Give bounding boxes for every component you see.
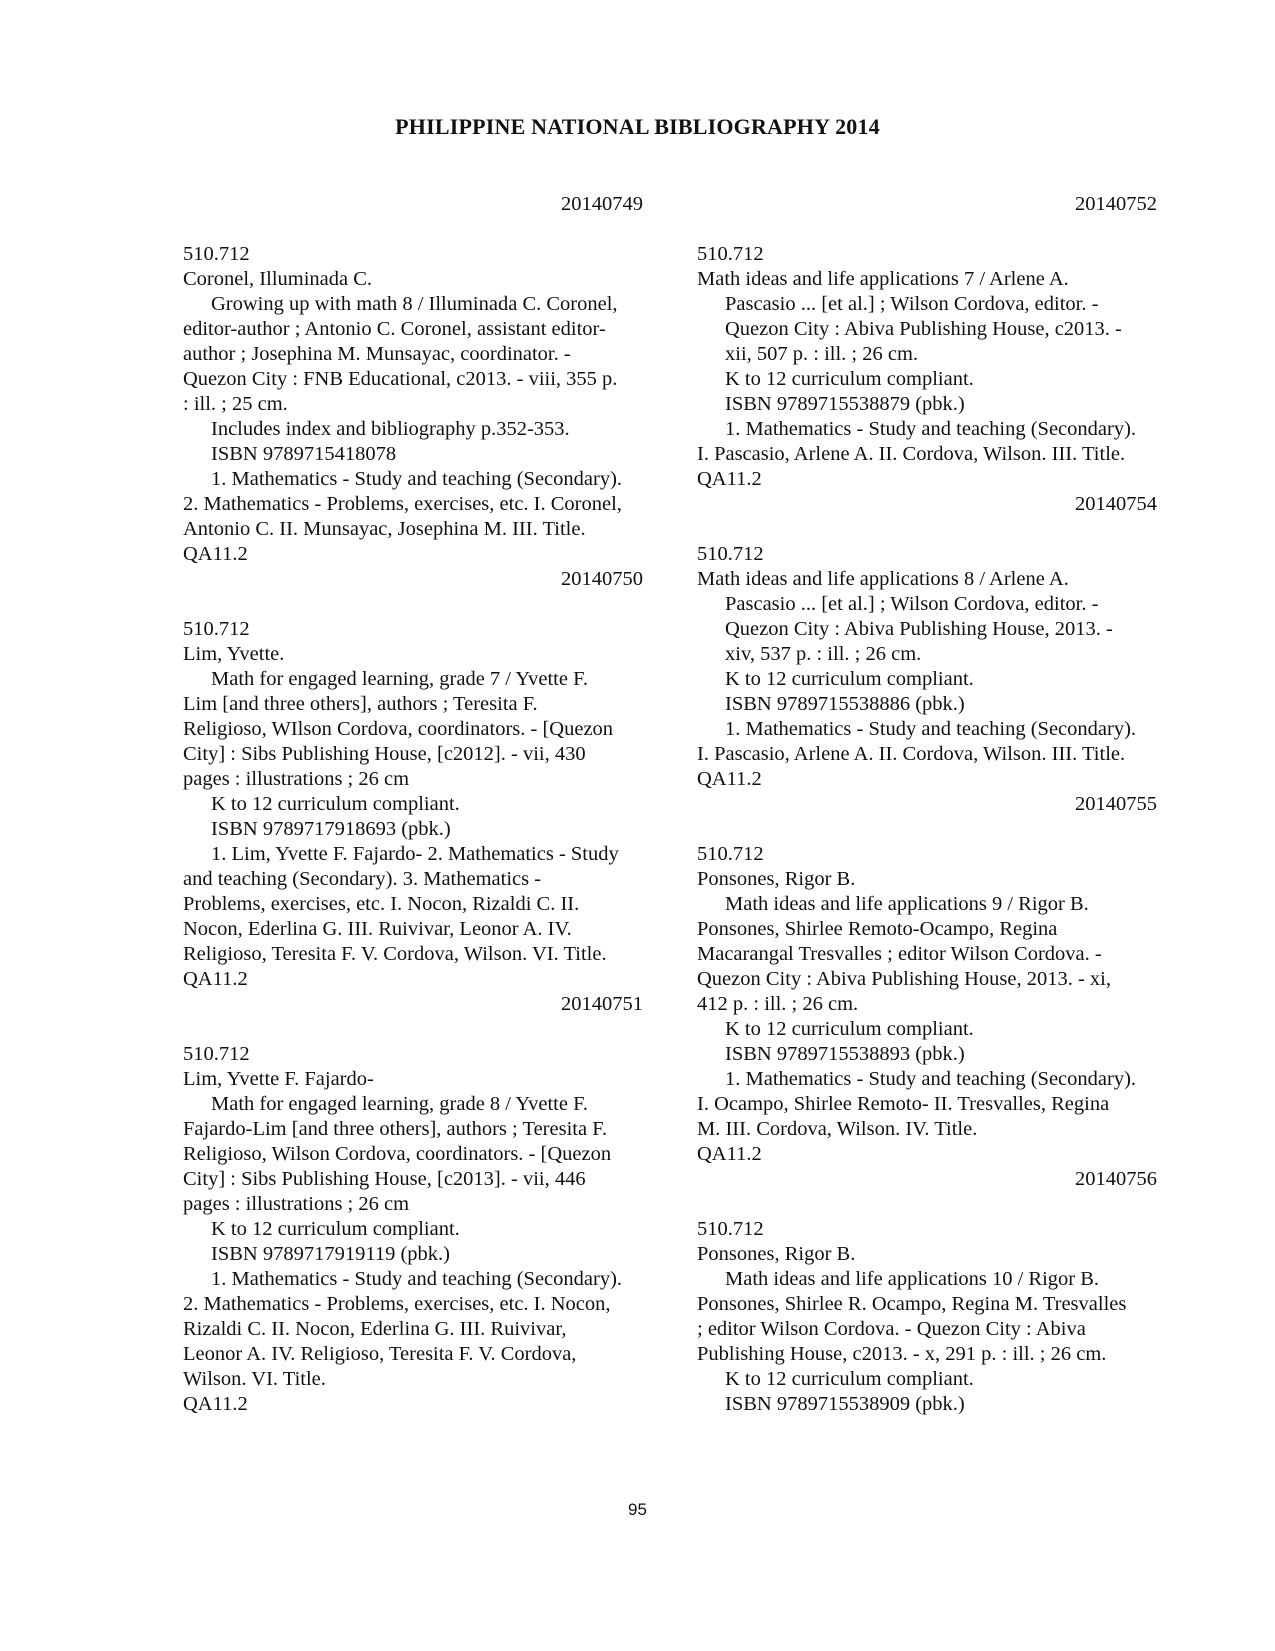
- entry-line: Nocon, Ederlina G. III. Ruivivar, Leonor A. IV.: [183, 918, 572, 940]
- entry-number: 20140752: [1075, 193, 1157, 215]
- entry-line: and teaching (Secondary). 3. Mathematics -: [183, 868, 542, 890]
- bibliography-entry: [183, 567, 653, 992]
- entry-line: K to 12 curriculum compliant.: [211, 793, 460, 815]
- entry-line: 2. Mathematics - Problems, exercises, etc. I. Coronel,: [183, 493, 622, 515]
- entry-line: QA11.2: [697, 468, 762, 490]
- call-number: 510.712: [697, 243, 764, 265]
- entry-line: Leonor A. IV. Religioso, Teresita F. V. Cordova,: [183, 1343, 577, 1365]
- entry-line: 1. Mathematics - Study and teaching (Secondary).: [725, 718, 1137, 740]
- entry-line: Math for engaged learning, grade 8 / Yvette F.: [211, 1093, 588, 1115]
- entry-line: K to 12 curriculum compliant.: [725, 368, 974, 390]
- entry-line: Lim [and three others], authors ; Teresita F.: [183, 693, 538, 715]
- bibliography-entry: [697, 492, 1167, 792]
- entry-line: ISBN 9789715538909 (pbk.): [725, 1393, 965, 1415]
- entry-line: ISBN 9789717918693 (pbk.): [211, 818, 451, 840]
- right-column: [697, 192, 1167, 1417]
- entry-line: Math ideas and life applications 9 / Rigor B.: [725, 893, 1089, 915]
- entry-line: Wilson. VI. Title.: [183, 1368, 326, 1390]
- entry-number: 20140755: [1075, 793, 1157, 815]
- entry-line: Math ideas and life applications 8 / Arlene A.: [697, 568, 1069, 590]
- entry-line: 2. Mathematics - Problems, exercises, etc. I. Nocon,: [183, 1293, 611, 1315]
- entry-line: Math for engaged learning, grade 7 / Yvette F.: [211, 668, 588, 690]
- entry-line: : ill. ; 25 cm.: [183, 393, 288, 415]
- entry-line: QA11.2: [183, 1393, 248, 1415]
- entry-number: 20140754: [1075, 493, 1157, 515]
- entry-line: City] : Sibs Publishing House, [c2012]. - vii, 430: [183, 743, 586, 765]
- entry-line: Quezon City : Abiva Publishing House, 2013. - xi,: [697, 968, 1111, 990]
- entry-number: 20140751: [561, 993, 643, 1015]
- entry-line: 1. Lim, Yvette F. Fajardo- 2. Mathematics - Study: [211, 843, 619, 865]
- entry-line: Macarangal Tresvalles ; editor Wilson Cordova. -: [697, 943, 1102, 965]
- entry-line: Lim, Yvette F. Fajardo-: [183, 1068, 374, 1090]
- entry-line: Quezon City : Abiva Publishing House, c2013. -: [725, 318, 1122, 340]
- entry-line: pages : illustrations ; 26 cm: [183, 768, 410, 790]
- entry-line: M. III. Cordova, Wilson. IV. Title.: [697, 1118, 978, 1140]
- entry-line: QA11.2: [183, 543, 248, 565]
- bibliography-entry: [697, 792, 1167, 1167]
- entry-line: Problems, exercises, etc. I. Nocon, Rizaldi C. II.: [183, 893, 580, 915]
- entry-line: xii, 507 p. : ill. ; 26 cm.: [725, 343, 919, 365]
- entry-line: Pascasio ... [et al.] ; Wilson Cordova, editor. -: [725, 593, 1099, 615]
- entry-line: Religioso, Wilson Cordova, coordinators. - [Quezon: [183, 1143, 612, 1165]
- entry-line: pages : illustrations ; 26 cm: [183, 1193, 410, 1215]
- entry-line: I. Pascasio, Arlene A. II. Cordova, Wilson. III. Title.: [697, 743, 1126, 765]
- entry-line: 1. Mathematics - Study and teaching (Secondary).: [725, 418, 1137, 440]
- entry-line: Rizaldi C. II. Nocon, Ederlina G. III. Ruivivar,: [183, 1318, 567, 1340]
- entry-line: Antonio C. II. Munsayac, Josephina M. III. Title.: [183, 518, 586, 540]
- entry-line: Math ideas and life applications 10 / Rigor B.: [725, 1268, 1100, 1290]
- entry-line: QA11.2: [697, 1143, 762, 1165]
- page-number: 95: [628, 1500, 647, 1519]
- call-number: 510.712: [183, 243, 250, 265]
- entry-number: 20140750: [561, 568, 643, 590]
- entry-line: ISBN 9789715538879 (pbk.): [725, 393, 965, 415]
- entry-line: Fajardo-Lim [and three others], authors ; Teresita F.: [183, 1118, 608, 1140]
- entry-line: 412 p. : ill. ; 26 cm.: [697, 993, 859, 1015]
- entry-line: ISBN 9789717919119 (pbk.): [211, 1243, 450, 1265]
- entry-line: Quezon City : FNB Educational, c2013. - viii, 355 p.: [183, 368, 618, 390]
- entry-line: Growing up with math 8 / Illuminada C. Coronel,: [211, 293, 618, 315]
- entry-line: author ; Josephina M. Munsayac, coordinator. -: [183, 343, 571, 365]
- call-number: 510.712: [183, 618, 250, 640]
- entry-line: ISBN 9789715418078: [211, 443, 397, 465]
- entry-line: Religioso, WIlson Cordova, coordinators. - [Quezon: [183, 718, 614, 740]
- entry-line: I. Ocampo, Shirlee Remoto- II. Tresvalles, Regina: [697, 1093, 1110, 1115]
- entry-line: Quezon City : Abiva Publishing House, 2013. -: [725, 618, 1113, 640]
- bibliography-entry: [697, 1167, 1167, 1417]
- entry-number: 20140756: [1075, 1168, 1157, 1190]
- call-number: 510.712: [697, 1218, 764, 1240]
- entry-line: K to 12 curriculum compliant.: [725, 1368, 974, 1390]
- entry-line: editor-author ; Antonio C. Coronel, assistant editor-: [183, 318, 606, 340]
- entry-line: Pascasio ... [et al.] ; Wilson Cordova, editor. -: [725, 293, 1099, 315]
- left-column: [183, 192, 653, 1417]
- page-title: PHILIPPINE NATIONAL BIBLIOGRAPHY 2014: [395, 114, 880, 139]
- entry-line: Includes index and bibliography p.352-353.: [211, 418, 570, 440]
- entry-line: K to 12 curriculum compliant.: [211, 1218, 460, 1240]
- entry-line: K to 12 curriculum compliant.: [725, 1018, 974, 1040]
- entry-line: City] : Sibs Publishing House, [c2013]. - vii, 446: [183, 1168, 586, 1190]
- entry-line: QA11.2: [697, 768, 762, 790]
- entry-number: 20140749: [561, 193, 643, 215]
- bibliography-entry: [183, 192, 653, 567]
- entry-line: I. Pascasio, Arlene A. II. Cordova, Wilson. III. Title.: [697, 443, 1126, 465]
- entry-line: ; editor Wilson Cordova. - Quezon City : Abiva: [697, 1318, 1086, 1340]
- entry-line: Ponsones, Rigor B.: [697, 1243, 856, 1265]
- call-number: 510.712: [183, 1043, 250, 1065]
- entry-line: K to 12 curriculum compliant.: [725, 668, 974, 690]
- bibliography-entry: [697, 192, 1167, 492]
- entry-line: Publishing House, c2013. - x, 291 p. : ill. ; 26 cm.: [697, 1343, 1107, 1365]
- entry-line: Lim, Yvette.: [183, 643, 285, 665]
- entry-line: xiv, 537 p. : ill. ; 26 cm.: [725, 643, 922, 665]
- entry-line: Ponsones, Rigor B.: [697, 868, 856, 890]
- entry-line: ISBN 9789715538893 (pbk.): [725, 1043, 965, 1065]
- entry-line: Ponsones, Shirlee Remoto-Ocampo, Regina: [697, 918, 1058, 940]
- call-number: 510.712: [697, 843, 764, 865]
- entry-line: Ponsones, Shirlee R. Ocampo, Regina M. Tresvalles: [697, 1293, 1127, 1315]
- entry-line: 1. Mathematics - Study and teaching (Secondary).: [211, 1268, 623, 1290]
- entry-line: Math ideas and life applications 7 / Arlene A.: [697, 268, 1069, 290]
- entry-line: Religioso, Teresita F. V. Cordova, Wilson. VI. Title.: [183, 943, 607, 965]
- call-number: 510.712: [697, 543, 764, 565]
- entry-line: 1. Mathematics - Study and teaching (Secondary).: [211, 468, 623, 490]
- bibliography-entry: [183, 992, 653, 1417]
- entry-line: Coronel, Illuminada C.: [183, 268, 373, 290]
- entry-line: 1. Mathematics - Study and teaching (Secondary).: [725, 1068, 1137, 1090]
- entry-line: QA11.2: [183, 968, 248, 990]
- entry-line: ISBN 9789715538886 (pbk.): [725, 693, 965, 715]
